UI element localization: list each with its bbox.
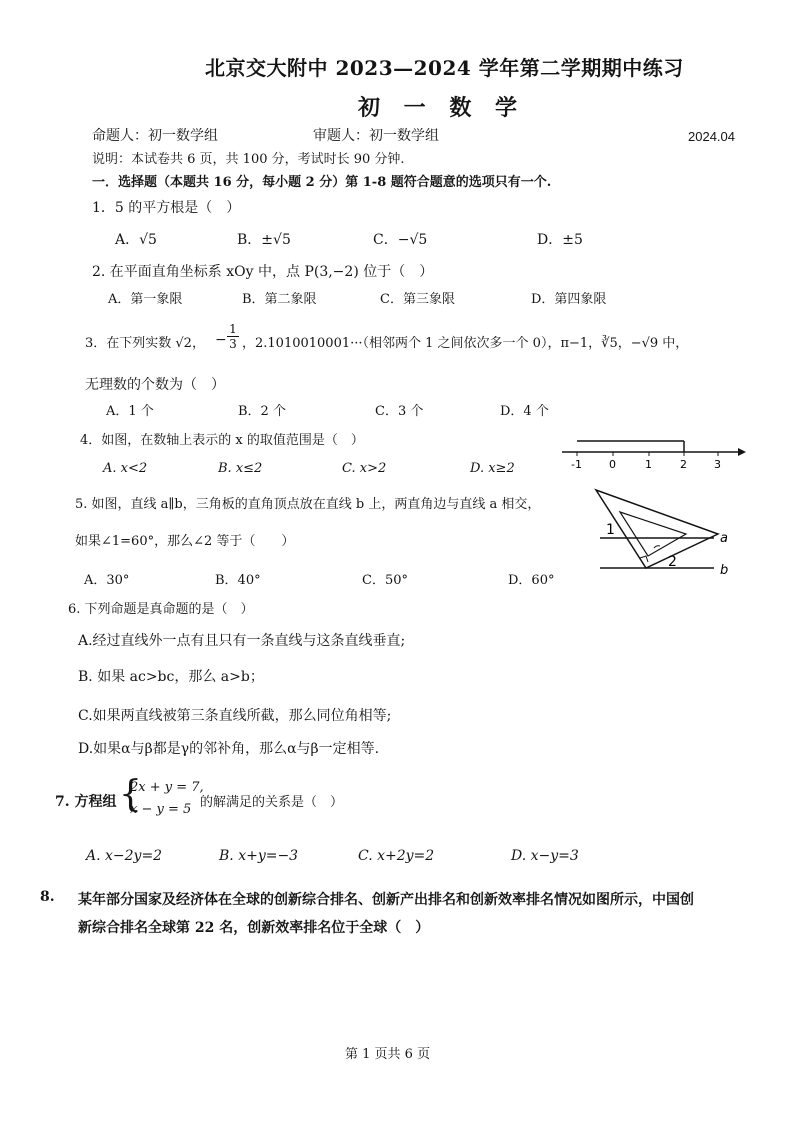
exam-title: 北京交大附中 2023—2024 学年第二学期期中练习 [205, 56, 684, 80]
number-line-figure [560, 432, 750, 472]
q4-option-c: C. x>2 [342, 461, 387, 476]
q5-option-a: A．30° [84, 573, 130, 588]
q7-option-b: B. x+y=−3 [219, 848, 299, 864]
reviewer-text: 审题人：初一数学组 [313, 128, 439, 144]
q2-option-b: B．第二象限 [242, 292, 317, 307]
q3-option-b: B．2 个 [238, 404, 286, 419]
axis-label: 0 [609, 458, 616, 471]
instructions-text: 说明：本试卷共 6 页，共 100 分，考试时长 90 分钟. [92, 152, 405, 167]
q7-option-d: D. x−y=3 [511, 848, 579, 864]
axis-label: 1 [645, 458, 652, 471]
q6-option-c: C.如果两直线被第三条直线所截，那么同位角相等; [78, 708, 392, 724]
q7-equation-2: x − y = 5 [130, 802, 192, 817]
q6-option-a: A.经过直线外一点有且只有一条直线与这条直线垂直; [78, 633, 406, 649]
axis-label: -1 [571, 458, 582, 471]
number-line-arrow [738, 448, 746, 456]
q3-fraction [227, 322, 239, 351]
q4-option-d: D. x≥2 [470, 461, 515, 476]
q6-stem: 6. 下列命题是真命题的是（ ） [68, 602, 254, 617]
q8-stem-line2: 新综合排名全球第 22 名，创新效率排名位于全球（ ） [78, 920, 430, 936]
q4-option-a: A. x<2 [103, 461, 148, 476]
line-b-label: b [720, 563, 729, 578]
q1-stem: 1．5 的平方根是（ ） [92, 200, 241, 216]
q1-option-a: A．√5 [115, 232, 157, 248]
q3-stem-prefix: 3．在下列实数 √2， [85, 336, 205, 351]
q4-stem: 4．如图，在数轴上表示的 x 的取值范围是（ ） [80, 433, 364, 448]
q5-stem-line1: 5. 如图，直线 a∥b，三角板的直角顶点放在直线 b 上，两直角边与直线 a 相交， [75, 497, 541, 512]
q3-stem-line2: 无理数的个数为（ ） [85, 377, 225, 393]
page-number: 第 1 页共 6 页 [345, 1047, 431, 1062]
proposer-text: 命题人：初一数学组 [92, 128, 218, 144]
q3-fraction-numerator: 1 [229, 322, 237, 336]
q3-stem-suffix: ，2.1010010001···（相邻两个 1 之间依次多一个 0），π−1，∛5，−√9 中， [242, 336, 689, 351]
q1-option-c: C．−√5 [373, 232, 428, 248]
angle-arc [654, 546, 660, 548]
q2-stem: 2. 在平面直角坐标系 xOy 中，点 P(3,−2) 位于（ ） [92, 264, 434, 280]
axis-label: 2 [680, 458, 687, 471]
q3-option-c: C．3 个 [375, 404, 424, 419]
q6-option-d: D.如果α与β都是γ的邻补角，那么α与β一定相等. [78, 741, 380, 757]
section-heading: 一．选择题（本题共 16 分，每小题 2 分）第 1-8 题符合题意的选项只有一个. [92, 175, 552, 190]
angle-2-label: 2 [668, 554, 677, 570]
line-a-label: a [720, 531, 728, 546]
q8-stem-line1: 某年部分国家及经济体在全球的创新综合排名、创新产出排名和创新效率排名情况如图所示，中国创 [78, 892, 694, 908]
q2-option-d: D．第四象限 [531, 292, 607, 307]
q7-option-c: C. x+2y=2 [358, 848, 435, 864]
q5-option-c: C．50° [362, 573, 408, 588]
q2-option-a: A．第一象限 [108, 292, 183, 307]
exam-date: 2024.04 [688, 129, 735, 144]
q1-option-d: D．±5 [537, 232, 583, 248]
triangle-ruler-figure [590, 486, 740, 582]
q8-number: 8. [40, 889, 55, 905]
q7-equation-1: 2x + y = 7, [130, 780, 204, 795]
q3-minus-sign: − [215, 332, 227, 348]
q1-option-b: B．±√5 [237, 232, 291, 248]
q7-stem-suffix: 的解满足的关系是（ ） [200, 795, 344, 810]
q6-option-b: B. 如果 ac>bc，那么 a>b； [78, 669, 264, 685]
axis-label: 3 [714, 458, 721, 471]
q4-option-b: B. x≤2 [218, 461, 263, 476]
q5-option-d: D．60° [508, 573, 555, 588]
q5-option-b: B．40° [215, 573, 261, 588]
angle-1-label: 1 [606, 522, 615, 538]
q3-option-a: A．1 个 [106, 404, 154, 419]
q5-stem-line2: 如果∠1=60°，那么∠2 等于（ ） [75, 534, 295, 549]
exam-subtitle: 初 一 数 学 [358, 95, 525, 121]
q3-option-d: D．4 个 [500, 404, 549, 419]
system-brace: { [119, 774, 142, 815]
q7-stem-prefix: 7. 方程组 [55, 794, 117, 810]
q3-fraction-denominator: 3 [229, 337, 237, 351]
q7-option-a: A. x−2y=2 [86, 848, 163, 864]
q2-option-c: C．第三象限 [380, 292, 455, 307]
